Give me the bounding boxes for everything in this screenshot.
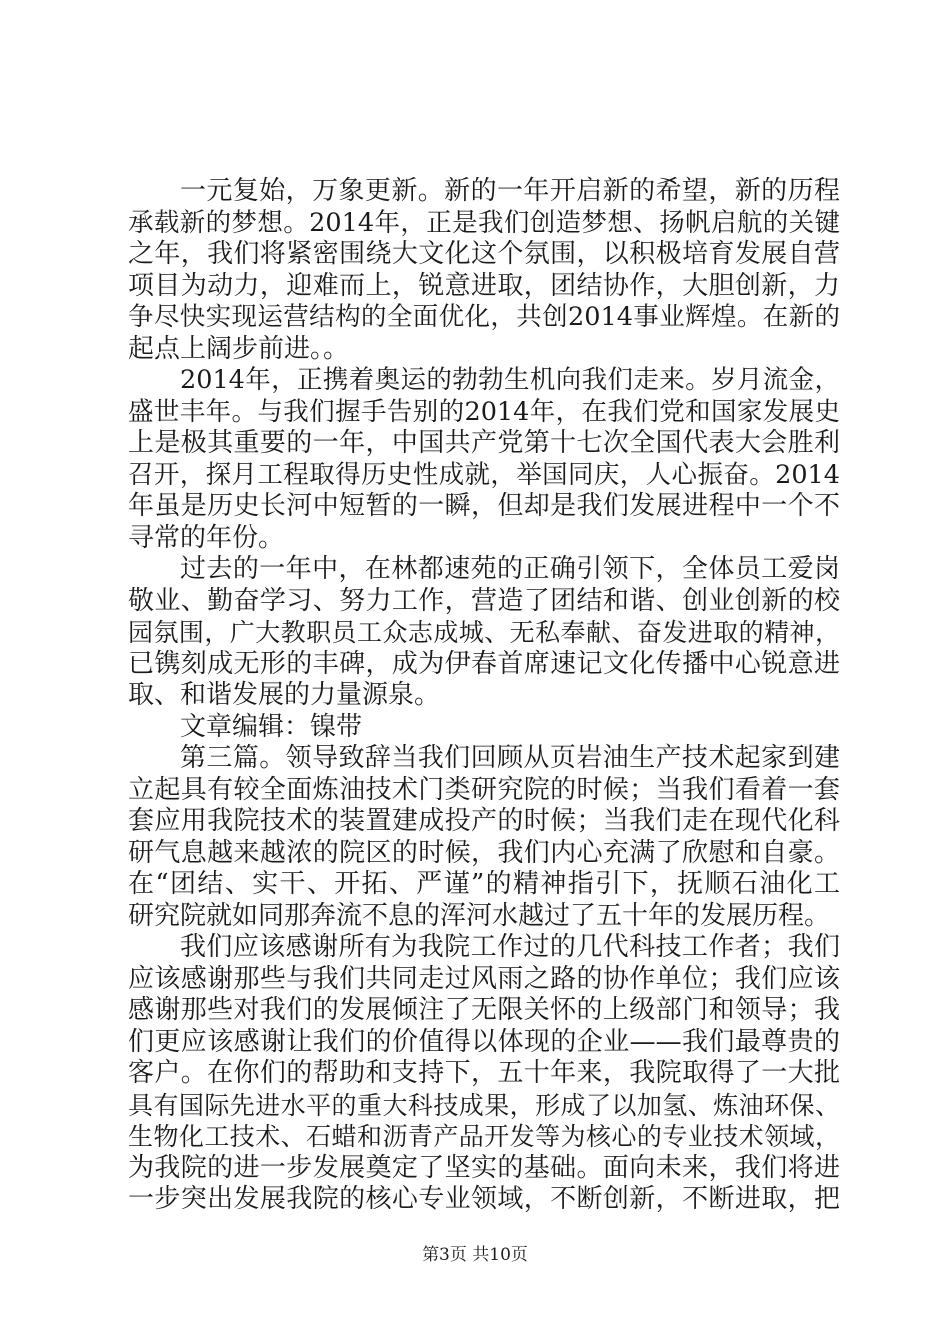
text-line: 文章编辑：镍带 <box>180 711 363 742</box>
text-line: 研气息越来越浓的院区的时候，我们内心充满了欣慰和自豪。 <box>128 837 840 868</box>
text-line: 应该感谢那些与我们共同走过风雨之路的协作单位；我们应该 <box>128 963 840 994</box>
text-line: 研究院就如同那奔流不息的浑河水越过了五十年的发展历程。 <box>128 900 831 931</box>
text-line: 套应用我院技术的装置建成投产的时候；当我们走在现代化科 <box>128 806 840 836</box>
text-line: 一步突出发展我院的核心专业领域，不断创新，不断进取，把 <box>128 1184 840 1214</box>
text-line: 在“团结、实干、开拓、严谨”的精神指引下，抚顺石油化工 <box>128 869 840 899</box>
text-line: 起点上阔步前进。。 <box>128 333 350 364</box>
text-line: 第三篇。领导致辞当我们回顾从页岩油生产技术起家到建 <box>180 743 840 773</box>
text-line: 寻常的年份。 <box>128 522 285 553</box>
text-line: 已镌刻成无形的丰碑，成为伊春首席速记文化传播中心锐意进 <box>128 648 840 679</box>
text-line: 2014年，正携着奥运的勃勃生机向我们走来。岁月流金， <box>180 365 840 395</box>
page-footer: 第3页 共10页 <box>422 1245 528 1265</box>
text-line: 盛世丰年。与我们握手告别的2014年，在我们党和国家发展史 <box>128 396 840 427</box>
text-line: 具有国际先进水平的重大科技成果，形成了以加氢、炼油环保、 <box>128 1090 840 1120</box>
document-body <box>128 176 840 1216</box>
text-line: 承载新的梦想。2014年，正是我们创造梦想、扬帆启航的关键 <box>128 207 840 238</box>
text-line: 敬业、勤奋学习、努力工作，营造了团结和谐、创业创新的校 <box>128 585 840 616</box>
text-line: 之年，我们将紧密围绕大文化这个氛围，以积极培育发展自营 <box>128 239 840 269</box>
text-line: 年虽是历史长河中短暂的一瞬，但却是我们发展进程中一个不 <box>128 491 840 521</box>
text-line: 召开，探月工程取得历史性成就，举国同庆，人心振奋。2014 <box>128 459 840 490</box>
text-line: 一元复始，万象更新。新的一年开启新的希望，新的历程 <box>180 176 840 206</box>
text-line: 客户。在你们的帮助和支持下，五十年来，我院取得了一大批 <box>128 1058 840 1088</box>
text-line: 取、和谐发展的力量源泉。 <box>128 680 441 710</box>
text-line: 争尽快实现运营结构的全面优化，共创2014事业辉煌。在新的 <box>128 302 840 332</box>
text-line: 感谢那些对我们的发展倾注了无限关怀的上级部门和领导；我 <box>128 995 840 1025</box>
text-line: 生物化工技术、石蜡和沥青产品开发等为核心的专业技术领域， <box>128 1122 840 1151</box>
text-line: 们更应该感谢让我们的价值得以体现的企业——我们最尊贵的 <box>128 1026 840 1057</box>
text-line: 为我院的进一步发展奠定了坚实的基础。面向未来，我们将进 <box>128 1152 840 1183</box>
text-line: 我们应该感谢所有为我院工作过的几代科技工作者；我们 <box>180 932 840 962</box>
text-line: 过去的一年中，在林都速苑的正确引领下，全体员工爱岗 <box>180 554 840 584</box>
text-line: 项目为动力，迎难而上，锐意进取，团结协作，大胆创新，力 <box>128 270 840 301</box>
text-line: 上是极其重要的一年，中国共产党第十七次全国代表大会胜利 <box>128 428 840 458</box>
text-line: 立起具有较全面炼油技术门类研究院的时候；当我们看着一套 <box>128 774 840 805</box>
text-line: 园氛围，广大教职员工众志成城、无私奉献、奋发进取的精神， <box>128 618 840 647</box>
